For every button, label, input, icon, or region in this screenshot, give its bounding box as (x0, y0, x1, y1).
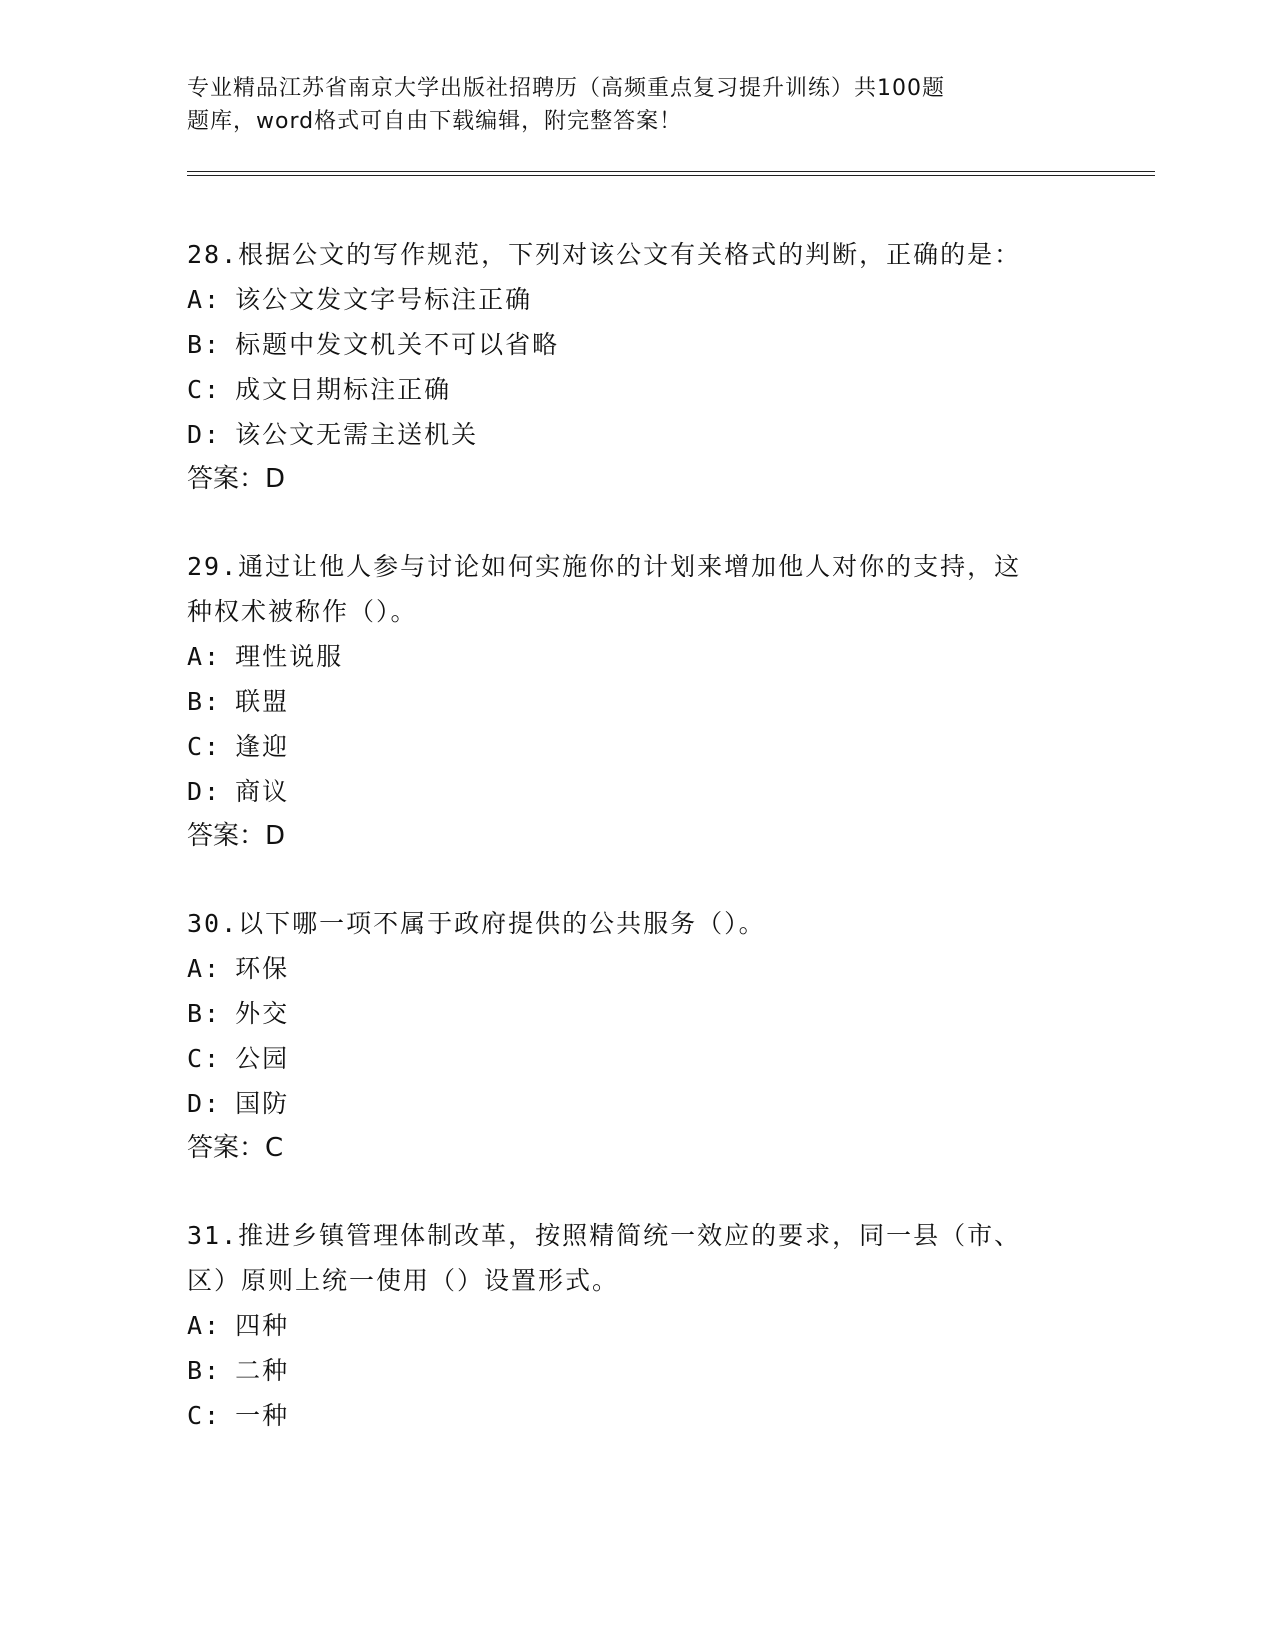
option-row (187, 1081, 1087, 1126)
option-key: B: (187, 999, 222, 1028)
answer-line: 答案：C (187, 1133, 284, 1163)
option-key: B: (187, 687, 222, 716)
option-key: A: (187, 642, 222, 671)
option-row (187, 724, 1087, 769)
option-row (187, 1036, 1087, 1081)
option-row (187, 769, 1087, 814)
option-row (187, 277, 1087, 322)
option-text: 外交 (235, 999, 290, 1028)
option-text: 商议 (235, 777, 290, 806)
option-key: D: (187, 1089, 222, 1118)
option-row (187, 1393, 1087, 1438)
option-text: 国防 (235, 1089, 290, 1118)
option-key: B: (187, 330, 222, 359)
option-text: 该公文发文字号标注正确 (235, 285, 533, 314)
option-key: A: (187, 285, 222, 314)
option-key: D: (187, 420, 222, 449)
option-text: 环保 (235, 954, 290, 983)
option-key: C: (187, 732, 222, 761)
document-header (187, 72, 1047, 138)
option-text: 一种 (235, 1401, 290, 1430)
option-text: 标题中发文机关不可以省略 (235, 330, 560, 359)
option-row (187, 634, 1087, 679)
option-key: A: (187, 1311, 222, 1340)
option-key: C: (187, 375, 222, 404)
question-block (187, 544, 1087, 859)
option-row (187, 679, 1087, 724)
option-key: B: (187, 1356, 222, 1385)
option-row (187, 1303, 1087, 1348)
question-text: 29.通过让他人参与讨论如何实施你的计划来增加他人对你的支持，这 (187, 552, 1022, 581)
option-text: 逢迎 (235, 732, 290, 761)
question-text: 种权术被称作（）。 (187, 597, 418, 626)
header-rule-top (187, 171, 1155, 172)
option-text: 理性说服 (235, 642, 344, 671)
question-block (187, 1213, 1087, 1438)
option-key: A: (187, 954, 222, 983)
option-key: C: (187, 1401, 222, 1430)
option-key: D: (187, 777, 222, 806)
header-line-1: 专业精品江苏省南京大学出版社招聘历（高频重点复习提升训练）共100题 (187, 76, 945, 101)
question-text: 30.以下哪一项不属于政府提供的公共服务（）。 (187, 909, 766, 938)
option-key: C: (187, 1044, 222, 1073)
option-row (187, 367, 1087, 412)
question-text: 28.根据公文的写作规范，下列对该公文有关格式的判断，正确的是： (187, 240, 1022, 269)
option-text: 该公文无需主送机关 (235, 420, 479, 449)
option-text: 联盟 (235, 687, 290, 716)
question-list (187, 232, 1087, 1480)
option-row (187, 1348, 1087, 1393)
question-block (187, 901, 1087, 1171)
answer-line: 答案：D (187, 464, 286, 494)
header-rule-bottom (187, 175, 1155, 176)
option-text: 公园 (235, 1044, 290, 1073)
option-row (187, 412, 1087, 457)
answer-line: 答案：D (187, 821, 286, 851)
option-text: 成文日期标注正确 (235, 375, 452, 404)
question-text: 区）原则上统一使用（）设置形式。 (187, 1266, 620, 1295)
option-row (187, 946, 1087, 991)
option-row (187, 322, 1087, 367)
option-text: 四种 (235, 1311, 290, 1340)
header-line-2: 题库，word格式可自由下载编辑，附完整答案！ (187, 109, 683, 134)
option-row (187, 991, 1087, 1036)
option-text: 二种 (235, 1356, 290, 1385)
question-text: 31.推进乡镇管理体制改革，按照精简统一效应的要求，同一县（市、 (187, 1221, 1022, 1250)
question-block (187, 232, 1087, 502)
